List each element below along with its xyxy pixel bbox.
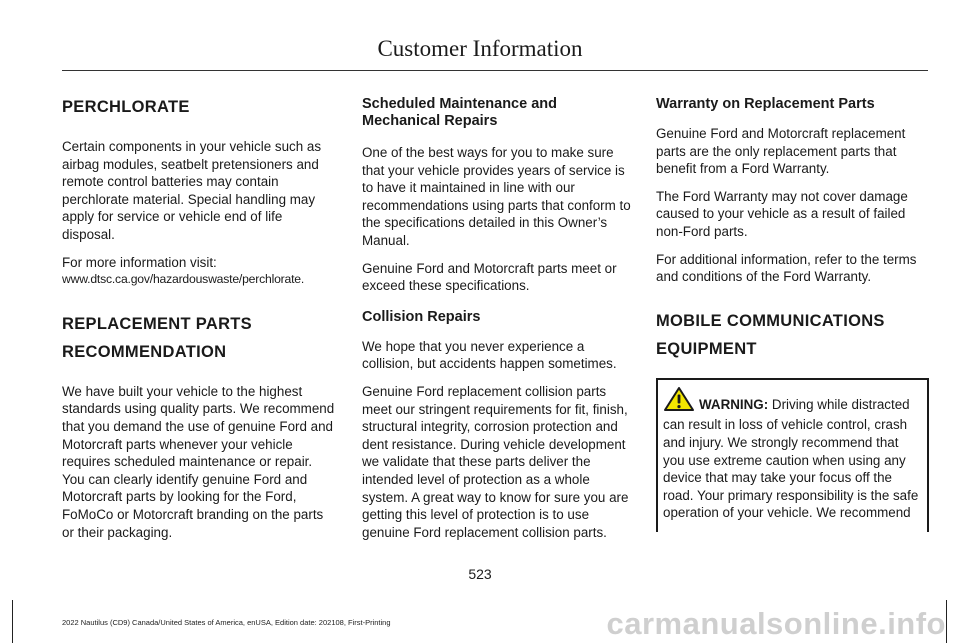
replacement-body: We have built your vehicle to the highest standards using quality parts. We recommend that you demand the use of genuine Ford and Motorcraft parts whenever your vehicle requires scheduled maintenance or repair. You can clearly identify genuine Ford and Motorcraft parts by looking for the Ford, FoMoCo or Motorcraft branding on the parts or their packaging. [62,383,335,540]
watermark-text: carmanualsonline.info [606,606,946,641]
genuine-parts-body: Genuine Ford and Motorcraft parts meet or exceed these specifications. [362,260,617,294]
warning-label: WARNING: [699,396,769,412]
collision-body-2: Genuine Ford replacement collision parts meet our stringent requirements for fit, finish, structural integrity, corrosion protection and dent resistance. During vehicle development we validate that these parts deliver the intended level of protection as a whole system. A great way to know for sure you are getting this level of protection is to use genuine Ford replacement collision parts. [362,383,629,540]
column-right [656,96,932,532]
edition-footer: 2022 Nautilus (CD9) Canada/United States of America, enUSA, Edition date: 202108, First-Printing [62,618,391,627]
perchlorate-url: www.dtsc.ca.gov/hazardouswaste/perchlorate. [62,272,305,287]
replacement-heading-line2: RECOMMENDATION [62,342,227,361]
warning-text: Driving while distracted can result in loss of vehicle control, crash and injury. We strongly recommend that you use extreme caution when using any device that may take your focus off the road. Your primary responsibility is the safe operation of your vehicle. We recommend [663,396,919,521]
mobile-heading-line2: EQUIPMENT [656,339,757,358]
header-rule [62,70,928,71]
perchlorate-body: Certain components in your vehicle such as airbag modules, seatbelt pretensioners and remote control batteries may contain perchlorate material. Special handling may apply for service or vehicle end of life disposal. [62,139,322,242]
warranty-body-3: For additional information, refer to the terms and conditions of the Ford Warranty. [656,251,917,285]
warranty-body-2: The Ford Warranty may not cover damage caused to your vehicle as a result of failed non-Ford parts. [656,188,908,239]
scheduled-maintenance-body: One of the best ways for you to make sure that your vehicle provides years of service is to have it maintained in line with our recommendations using parts that conform to the specifications detailed in this Owner’s Manual. [362,145,631,248]
crop-mark-right [946,600,947,643]
column-middle [362,96,638,541]
warning-box [656,378,929,532]
warranty-heading: Warranty on Replacement Parts [656,96,875,112]
page-header-title: Customer Information [377,36,583,61]
warranty-body-1: Genuine Ford and Motorcraft replacement parts are the only replacement parts that benefit from a Ford Warranty. [656,126,906,177]
collision-repairs-heading: Collision Repairs [362,308,481,325]
mobile-heading-line1: MOBILE COMMUNICATIONS [656,311,885,330]
collision-body-1: We hope that you never experience a collision, but accidents happen sometimes. [362,338,617,372]
more-info-text: For more information visit: [62,254,217,270]
replacement-heading-line1: REPLACEMENT PARTS [62,314,252,333]
warning-paragraph [663,386,921,522]
perchlorate-heading: PERCHLORATE [62,98,190,116]
warning-triangle-icon [663,386,695,417]
scheduled-maintenance-heading: Scheduled Maintenance and Mechanical Repairs [362,96,557,129]
column-left [62,96,338,541]
page-number: 523 [468,566,492,582]
crop-mark-left [12,600,13,643]
